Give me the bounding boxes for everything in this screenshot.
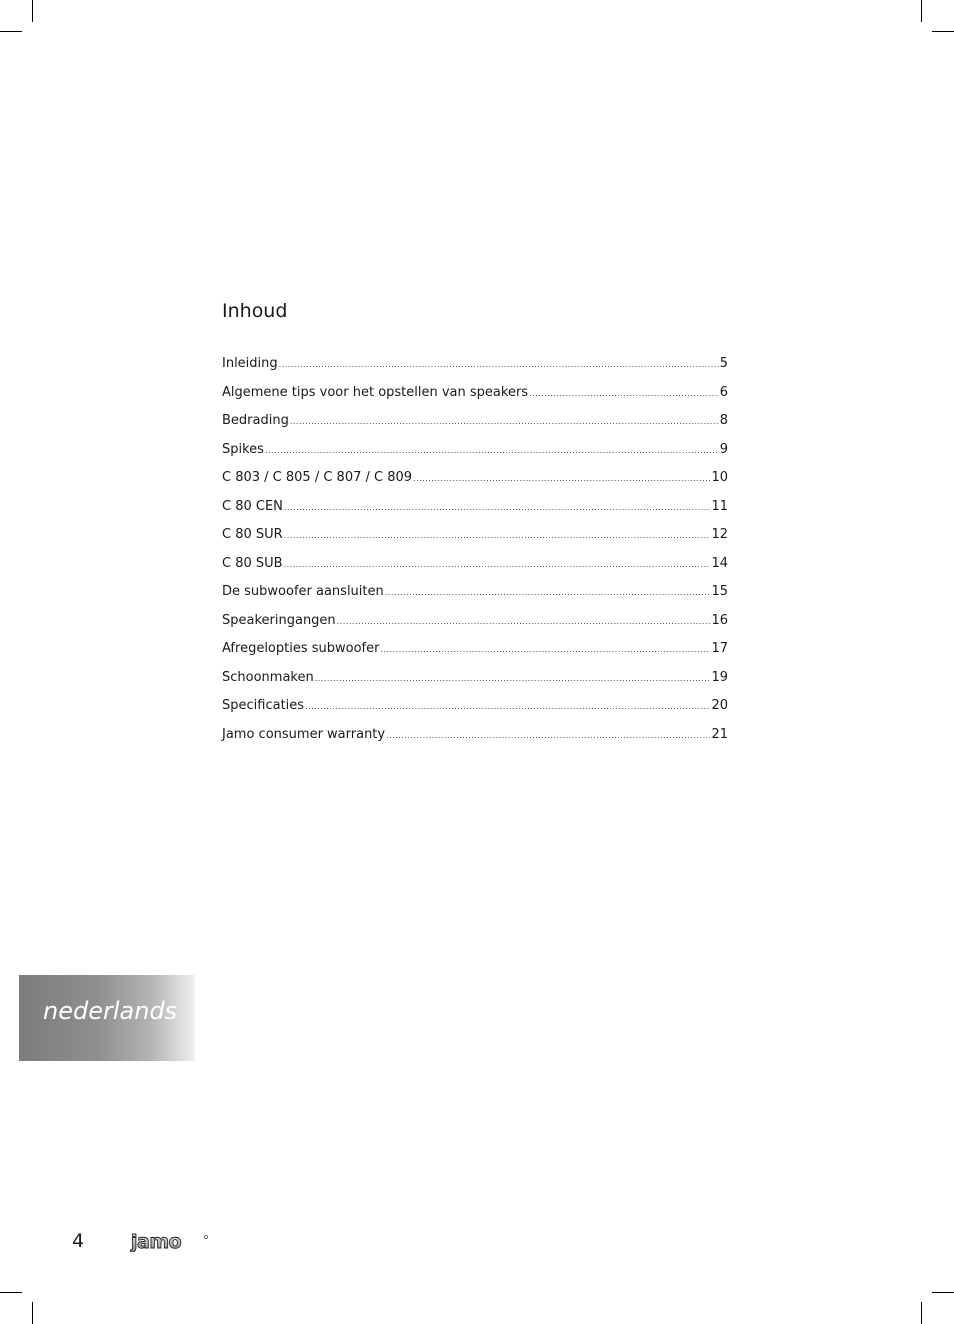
toc-entry[interactable] xyxy=(222,412,728,441)
toc-entry[interactable] xyxy=(222,697,728,726)
toc-entry-page: 10 xyxy=(711,470,728,485)
toc-entry[interactable] xyxy=(222,441,728,470)
crop-mark-top-right-vertical xyxy=(921,0,922,22)
toc-entry-page: 17 xyxy=(711,641,728,656)
jamo-logo-icon xyxy=(130,1232,210,1252)
toc-dot-leader xyxy=(413,470,710,488)
toc-entry[interactable] xyxy=(222,669,728,698)
toc-entry-page: 9 xyxy=(719,441,728,457)
toc-dot-leader xyxy=(284,556,711,574)
toc-entry-page: 12 xyxy=(711,527,728,542)
crop-mark-bottom-left-vertical xyxy=(32,1302,33,1324)
toc-entry-page: 16 xyxy=(711,612,728,628)
toc-entry-label: C 80 CEN xyxy=(222,498,283,514)
toc-entry-label: De subwoofer aansluiten xyxy=(222,584,384,599)
toc-dot-leader xyxy=(284,499,711,517)
toc-dot-leader xyxy=(305,698,710,716)
toc-entry[interactable] xyxy=(222,726,728,755)
svg-text:jamo: jamo xyxy=(131,1232,182,1252)
crop-mark-bottom-right-vertical xyxy=(921,1302,922,1324)
language-tab-label: nederlands xyxy=(43,997,178,1025)
toc-entry[interactable] xyxy=(222,355,728,384)
toc-entry-label: Bedrading xyxy=(222,413,289,428)
toc-entry[interactable] xyxy=(222,612,728,641)
toc-entry-label: C 80 SUR xyxy=(222,527,283,542)
crop-mark-bottom-right-horizontal xyxy=(932,1292,954,1293)
toc-entry[interactable] xyxy=(222,583,728,612)
toc-entry[interactable] xyxy=(222,555,728,584)
toc-dot-leader xyxy=(265,442,719,460)
toc-entry[interactable] xyxy=(222,526,728,555)
page-number: 4 xyxy=(72,1230,85,1252)
toc-entry-label: Spikes xyxy=(222,441,264,457)
crop-mark-bottom-left-horizontal xyxy=(0,1292,22,1293)
language-tab xyxy=(19,975,195,1061)
toc-entry-label: Inleiding xyxy=(222,356,278,371)
toc-entry-label: Algemene tips voor het opstellen van speakers xyxy=(222,384,529,400)
toc-entry-label: Jamo consumer warranty xyxy=(222,726,386,742)
toc-entry-page: 21 xyxy=(711,726,728,742)
toc-dot-leader xyxy=(290,413,719,431)
toc-list xyxy=(222,355,728,754)
toc-entry-label: C 803 / C 805 / C 807 / C 809 xyxy=(222,470,413,485)
toc-entry-label: Speakeringangen xyxy=(222,612,336,628)
toc-dot-leader xyxy=(337,613,711,631)
toc-entry-label: Specificaties xyxy=(222,698,305,713)
toc-entry[interactable] xyxy=(222,640,728,669)
toc-entry-label: C 80 SUB xyxy=(222,555,283,571)
crop-mark-top-left-horizontal xyxy=(0,31,22,32)
toc-entry-page: 14 xyxy=(711,555,728,571)
toc-entry[interactable] xyxy=(222,498,728,527)
toc-dot-leader xyxy=(386,727,710,745)
toc-entry-page: 6 xyxy=(719,384,728,400)
toc-dot-leader xyxy=(315,670,711,688)
toc-entry-page: 19 xyxy=(711,669,728,685)
toc-entry-page: 5 xyxy=(719,356,728,371)
toc-entry[interactable] xyxy=(222,384,728,413)
toc-dot-leader xyxy=(279,356,719,374)
toc-entry-page: 15 xyxy=(711,584,728,599)
crop-mark-top-left-vertical xyxy=(32,0,33,22)
toc-dot-leader xyxy=(380,641,710,659)
toc-dot-leader xyxy=(529,385,719,403)
toc-dot-leader xyxy=(385,584,711,602)
toc-entry-label: Schoonmaken xyxy=(222,669,314,685)
toc-entry-page: 8 xyxy=(719,413,728,428)
toc-entry-page: 11 xyxy=(711,498,728,514)
toc-entry[interactable] xyxy=(222,469,728,498)
toc-dot-leader xyxy=(284,527,711,545)
crop-mark-top-right-horizontal xyxy=(932,31,954,32)
toc-entry-page: 20 xyxy=(711,698,728,713)
toc-entry-label: Afregelopties subwoofer xyxy=(222,641,380,656)
toc-title: Inhoud xyxy=(222,300,288,322)
